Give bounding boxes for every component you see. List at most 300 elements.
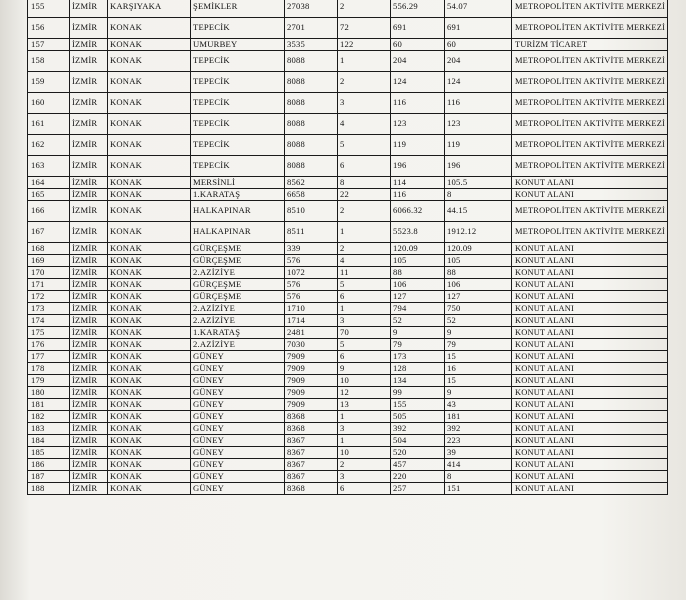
area-cell: 6066.32: [391, 201, 445, 222]
share-cell: 15: [445, 375, 512, 387]
land-use-cell: KONUT ALANI: [512, 447, 668, 459]
province-cell: İZMİR: [70, 363, 108, 375]
neighborhood-cell: GÜNEY: [191, 435, 285, 447]
block-cell: 2701: [285, 18, 338, 39]
neighborhood-cell: GÜRÇEŞME: [191, 255, 285, 267]
land-use-cell: KONUT ALANI: [512, 279, 668, 291]
district-cell: KONAK: [108, 18, 191, 39]
share-cell: 116: [445, 93, 512, 114]
district-cell: KONAK: [108, 351, 191, 363]
province-cell: İZMİR: [70, 267, 108, 279]
district-cell: KONAK: [108, 51, 191, 72]
table-row: [28, 351, 668, 363]
neighborhood-cell: 1.KARATAŞ: [191, 189, 285, 201]
province-cell: İZMİR: [70, 279, 108, 291]
block-cell: 8511: [285, 222, 338, 243]
table-row: [28, 93, 668, 114]
table-row: [28, 471, 668, 483]
table-row: [28, 114, 668, 135]
block-cell: 8367: [285, 471, 338, 483]
area-cell: 520: [391, 447, 445, 459]
area-cell: 204: [391, 51, 445, 72]
district-cell: KONAK: [108, 435, 191, 447]
neighborhood-cell: UMURBEY: [191, 39, 285, 51]
share-cell: 60: [445, 39, 512, 51]
parcel-cell: 5: [338, 135, 391, 156]
parcel-cell: 1: [338, 51, 391, 72]
district-cell: KONAK: [108, 156, 191, 177]
district-cell: KONAK: [108, 447, 191, 459]
district-cell: KONAK: [108, 114, 191, 135]
area-cell: 556.29: [391, 0, 445, 18]
land-use-cell: KONUT ALANI: [512, 483, 668, 495]
block-cell: 8368: [285, 483, 338, 495]
district-cell: KONAK: [108, 303, 191, 315]
area-cell: 257: [391, 483, 445, 495]
row-number-cell: 155: [28, 0, 70, 18]
share-cell: 15: [445, 351, 512, 363]
share-cell: 43: [445, 399, 512, 411]
province-cell: İZMİR: [70, 459, 108, 471]
district-cell: KONAK: [108, 411, 191, 423]
neighborhood-cell: TEPECİK: [191, 93, 285, 114]
share-cell: 44.15: [445, 201, 512, 222]
land-use-cell: METROPOLİTEN AKTİVİTE MERKEZİ: [512, 18, 668, 39]
land-use-cell: KONUT ALANI: [512, 177, 668, 189]
neighborhood-cell: GÜRÇEŞME: [191, 243, 285, 255]
province-cell: İZMİR: [70, 18, 108, 39]
district-cell: KONAK: [108, 423, 191, 435]
district-cell: KONAK: [108, 375, 191, 387]
land-use-cell: KONUT ALANI: [512, 423, 668, 435]
row-number-cell: 175: [28, 327, 70, 339]
block-cell: 7030: [285, 339, 338, 351]
land-use-cell: METROPOLİTEN AKTİVİTE MERKEZİ: [512, 93, 668, 114]
share-cell: 750: [445, 303, 512, 315]
province-cell: İZMİR: [70, 375, 108, 387]
parcel-cell: 22: [338, 189, 391, 201]
table-row: [28, 267, 668, 279]
neighborhood-cell: GÜRÇEŞME: [191, 279, 285, 291]
block-cell: 576: [285, 279, 338, 291]
row-number-cell: 158: [28, 51, 70, 72]
table-row: [28, 255, 668, 267]
block-cell: 8088: [285, 93, 338, 114]
share-cell: 8: [445, 189, 512, 201]
table-row: [28, 303, 668, 315]
neighborhood-cell: GÜNEY: [191, 483, 285, 495]
land-use-cell: KONUT ALANI: [512, 243, 668, 255]
table-row: [28, 39, 668, 51]
parcel-cell: 3: [338, 315, 391, 327]
row-number-cell: 186: [28, 459, 70, 471]
area-cell: 155: [391, 399, 445, 411]
area-cell: 691: [391, 18, 445, 39]
area-cell: 116: [391, 93, 445, 114]
row-number-cell: 185: [28, 447, 70, 459]
province-cell: İZMİR: [70, 387, 108, 399]
land-use-cell: METROPOLİTEN AKTİVİTE MERKEZİ: [512, 72, 668, 93]
table-row: [28, 447, 668, 459]
table-row: [28, 156, 668, 177]
parcel-cell: 6: [338, 291, 391, 303]
parcel-cell: 12: [338, 387, 391, 399]
share-cell: 196: [445, 156, 512, 177]
province-cell: İZMİR: [70, 201, 108, 222]
land-use-cell: KONUT ALANI: [512, 459, 668, 471]
row-number-cell: 165: [28, 189, 70, 201]
row-number-cell: 162: [28, 135, 70, 156]
share-cell: 127: [445, 291, 512, 303]
area-cell: 124: [391, 72, 445, 93]
land-use-cell: KONUT ALANI: [512, 471, 668, 483]
block-cell: 1714: [285, 315, 338, 327]
block-cell: 8367: [285, 447, 338, 459]
neighborhood-cell: TEPECİK: [191, 51, 285, 72]
district-cell: KONAK: [108, 267, 191, 279]
province-cell: İZMİR: [70, 255, 108, 267]
province-cell: İZMİR: [70, 189, 108, 201]
share-cell: 9: [445, 327, 512, 339]
block-cell: 8510: [285, 201, 338, 222]
parcel-cell: 3: [338, 423, 391, 435]
area-cell: 457: [391, 459, 445, 471]
row-number-cell: 174: [28, 315, 70, 327]
table-row: [28, 177, 668, 189]
table-body: [28, 0, 668, 495]
block-cell: 2481: [285, 327, 338, 339]
table-row: [28, 135, 668, 156]
parcel-cell: 9: [338, 363, 391, 375]
block-cell: 3535: [285, 39, 338, 51]
district-cell: KONAK: [108, 315, 191, 327]
block-cell: 7909: [285, 399, 338, 411]
area-cell: 52: [391, 315, 445, 327]
parcel-cell: 1: [338, 222, 391, 243]
share-cell: 223: [445, 435, 512, 447]
block-cell: 576: [285, 291, 338, 303]
row-number-cell: 169: [28, 255, 70, 267]
neighborhood-cell: GÜRÇEŞME: [191, 291, 285, 303]
neighborhood-cell: GÜNEY: [191, 399, 285, 411]
share-cell: 119: [445, 135, 512, 156]
parcel-cell: 11: [338, 267, 391, 279]
province-cell: İZMİR: [70, 156, 108, 177]
parcel-cell: 4: [338, 114, 391, 135]
area-cell: 220: [391, 471, 445, 483]
neighborhood-cell: 2.AZİZİYE: [191, 315, 285, 327]
district-cell: KONAK: [108, 201, 191, 222]
province-cell: İZMİR: [70, 423, 108, 435]
parcel-cell: 3: [338, 93, 391, 114]
block-cell: 8367: [285, 435, 338, 447]
parcel-cell: 2: [338, 243, 391, 255]
neighborhood-cell: 2.AZİZİYE: [191, 339, 285, 351]
share-cell: 54.07: [445, 0, 512, 18]
area-cell: 120.09: [391, 243, 445, 255]
row-number-cell: 170: [28, 267, 70, 279]
land-use-cell: METROPOLİTEN AKTİVİTE MERKEZİ: [512, 135, 668, 156]
area-cell: 79: [391, 339, 445, 351]
table-row: [28, 459, 668, 471]
table-row: [28, 291, 668, 303]
table-row: [28, 51, 668, 72]
district-cell: KONAK: [108, 222, 191, 243]
area-cell: 127: [391, 291, 445, 303]
table-row: [28, 0, 668, 18]
row-number-cell: 184: [28, 435, 70, 447]
block-cell: 7909: [285, 351, 338, 363]
land-use-cell: METROPOLİTEN AKTİVİTE MERKEZİ: [512, 201, 668, 222]
table-row: [28, 339, 668, 351]
land-use-cell: METROPOLİTEN AKTİVİTE MERKEZİ: [512, 222, 668, 243]
neighborhood-cell: 1.KARATAŞ: [191, 327, 285, 339]
province-cell: İZMİR: [70, 135, 108, 156]
province-cell: İZMİR: [70, 411, 108, 423]
parcel-cell: 2: [338, 0, 391, 18]
row-number-cell: 171: [28, 279, 70, 291]
share-cell: 1912.12: [445, 222, 512, 243]
parcel-cell: 1: [338, 435, 391, 447]
share-cell: 120.09: [445, 243, 512, 255]
block-cell: 339: [285, 243, 338, 255]
parcel-cell: 4: [338, 255, 391, 267]
neighborhood-cell: TEPECİK: [191, 18, 285, 39]
neighborhood-cell: TEPECİK: [191, 135, 285, 156]
share-cell: 9: [445, 387, 512, 399]
parcel-cell: 1: [338, 411, 391, 423]
district-cell: KONAK: [108, 363, 191, 375]
land-use-cell: METROPOLİTEN AKTİVİTE MERKEZİ: [512, 51, 668, 72]
table-row: [28, 189, 668, 201]
province-cell: İZMİR: [70, 471, 108, 483]
neighborhood-cell: GÜNEY: [191, 459, 285, 471]
row-number-cell: 181: [28, 399, 70, 411]
table-row: [28, 483, 668, 495]
block-cell: 7909: [285, 387, 338, 399]
land-use-cell: KONUT ALANI: [512, 267, 668, 279]
row-number-cell: 183: [28, 423, 70, 435]
province-cell: İZMİR: [70, 72, 108, 93]
province-cell: İZMİR: [70, 327, 108, 339]
row-number-cell: 179: [28, 375, 70, 387]
row-number-cell: 156: [28, 18, 70, 39]
district-cell: KONAK: [108, 471, 191, 483]
land-use-cell: KONUT ALANI: [512, 375, 668, 387]
row-number-cell: 177: [28, 351, 70, 363]
row-number-cell: 167: [28, 222, 70, 243]
row-number-cell: 182: [28, 411, 70, 423]
neighborhood-cell: TEPECİK: [191, 72, 285, 93]
land-use-cell: KONUT ALANI: [512, 339, 668, 351]
area-cell: 196: [391, 156, 445, 177]
neighborhood-cell: 2.AZİZİYE: [191, 267, 285, 279]
block-cell: 8088: [285, 156, 338, 177]
area-cell: 105: [391, 255, 445, 267]
district-cell: KONAK: [108, 93, 191, 114]
parcel-cell: 6: [338, 351, 391, 363]
neighborhood-cell: HALKAPINAR: [191, 222, 285, 243]
province-cell: İZMİR: [70, 93, 108, 114]
block-cell: 8088: [285, 114, 338, 135]
area-cell: 114: [391, 177, 445, 189]
table-row: [28, 72, 668, 93]
area-cell: 505: [391, 411, 445, 423]
area-cell: 99: [391, 387, 445, 399]
share-cell: 392: [445, 423, 512, 435]
province-cell: İZMİR: [70, 435, 108, 447]
share-cell: 414: [445, 459, 512, 471]
neighborhood-cell: HALKAPINAR: [191, 201, 285, 222]
parcel-cell: 10: [338, 447, 391, 459]
row-number-cell: 172: [28, 291, 70, 303]
share-cell: 151: [445, 483, 512, 495]
row-number-cell: 164: [28, 177, 70, 189]
province-cell: İZMİR: [70, 291, 108, 303]
share-cell: 79: [445, 339, 512, 351]
neighborhood-cell: MERSİNLİ: [191, 177, 285, 189]
block-cell: 1072: [285, 267, 338, 279]
parcel-cell: 5: [338, 339, 391, 351]
land-use-cell: METROPOLİTEN AKTİVİTE MERKEZİ: [512, 0, 668, 18]
area-cell: 173: [391, 351, 445, 363]
row-number-cell: 188: [28, 483, 70, 495]
neighborhood-cell: GÜNEY: [191, 351, 285, 363]
table-row: [28, 411, 668, 423]
share-cell: 105.5: [445, 177, 512, 189]
district-cell: KONAK: [108, 387, 191, 399]
table-row: [28, 423, 668, 435]
parcel-cell: 10: [338, 375, 391, 387]
block-cell: 1710: [285, 303, 338, 315]
land-use-cell: KONUT ALANI: [512, 303, 668, 315]
province-cell: İZMİR: [70, 39, 108, 51]
table-row: [28, 387, 668, 399]
district-cell: KONAK: [108, 327, 191, 339]
province-cell: İZMİR: [70, 0, 108, 18]
area-cell: 88: [391, 267, 445, 279]
block-cell: 8088: [285, 135, 338, 156]
land-use-cell: KONUT ALANI: [512, 351, 668, 363]
land-use-cell: KONUT ALANI: [512, 189, 668, 201]
area-cell: 5523.8: [391, 222, 445, 243]
share-cell: 105: [445, 255, 512, 267]
table-row: [28, 201, 668, 222]
province-cell: İZMİR: [70, 222, 108, 243]
province-cell: İZMİR: [70, 447, 108, 459]
parcel-cell: 2: [338, 201, 391, 222]
row-number-cell: 161: [28, 114, 70, 135]
province-cell: İZMİR: [70, 177, 108, 189]
land-use-cell: KONUT ALANI: [512, 255, 668, 267]
share-cell: 106: [445, 279, 512, 291]
district-cell: KONAK: [108, 72, 191, 93]
table-row: [28, 18, 668, 39]
area-cell: 392: [391, 423, 445, 435]
land-use-cell: METROPOLİTEN AKTİVİTE MERKEZİ: [512, 114, 668, 135]
district-cell: KONAK: [108, 243, 191, 255]
area-cell: 504: [391, 435, 445, 447]
row-number-cell: 163: [28, 156, 70, 177]
district-cell: KONAK: [108, 135, 191, 156]
share-cell: 124: [445, 72, 512, 93]
parcel-cell: 8: [338, 177, 391, 189]
area-cell: 119: [391, 135, 445, 156]
share-cell: 16: [445, 363, 512, 375]
land-use-cell: KONUT ALANI: [512, 315, 668, 327]
province-cell: İZMİR: [70, 483, 108, 495]
table-row: [28, 279, 668, 291]
block-cell: 8088: [285, 72, 338, 93]
block-cell: 7909: [285, 363, 338, 375]
table-row: [28, 243, 668, 255]
row-number-cell: 176: [28, 339, 70, 351]
parcel-cell: 2: [338, 459, 391, 471]
province-cell: İZMİR: [70, 315, 108, 327]
land-use-cell: KONUT ALANI: [512, 387, 668, 399]
land-use-cell: METROPOLİTEN AKTİVİTE MERKEZİ: [512, 156, 668, 177]
parcel-cell: 1: [338, 303, 391, 315]
area-cell: 128: [391, 363, 445, 375]
province-cell: İZMİR: [70, 339, 108, 351]
area-cell: 116: [391, 189, 445, 201]
block-cell: 7909: [285, 375, 338, 387]
parcel-cell: 6: [338, 156, 391, 177]
row-number-cell: 178: [28, 363, 70, 375]
neighborhood-cell: GÜNEY: [191, 375, 285, 387]
land-use-cell: KONUT ALANI: [512, 327, 668, 339]
land-use-cell: KONUT ALANI: [512, 399, 668, 411]
table-row: [28, 375, 668, 387]
row-number-cell: 180: [28, 387, 70, 399]
neighborhood-cell: GÜNEY: [191, 387, 285, 399]
province-cell: İZMİR: [70, 303, 108, 315]
neighborhood-cell: ŞEMİKLER: [191, 0, 285, 18]
row-number-cell: 157: [28, 39, 70, 51]
parcel-cell: 122: [338, 39, 391, 51]
parcel-cell: 13: [338, 399, 391, 411]
area-cell: 794: [391, 303, 445, 315]
parcel-cell: 5: [338, 279, 391, 291]
block-cell: 8562: [285, 177, 338, 189]
parcel-table: [27, 0, 668, 495]
province-cell: İZMİR: [70, 351, 108, 363]
land-use-cell: KONUT ALANI: [512, 411, 668, 423]
neighborhood-cell: GÜNEY: [191, 447, 285, 459]
table-row: [28, 327, 668, 339]
land-use-cell: KONUT ALANI: [512, 435, 668, 447]
parcel-cell: 6: [338, 483, 391, 495]
table-row: [28, 315, 668, 327]
area-cell: 134: [391, 375, 445, 387]
area-cell: 9: [391, 327, 445, 339]
table-row: [28, 435, 668, 447]
neighborhood-cell: GÜNEY: [191, 363, 285, 375]
area-cell: 106: [391, 279, 445, 291]
province-cell: İZMİR: [70, 399, 108, 411]
district-cell: KONAK: [108, 279, 191, 291]
block-cell: 8088: [285, 51, 338, 72]
row-number-cell: 173: [28, 303, 70, 315]
share-cell: 123: [445, 114, 512, 135]
land-use-cell: KONUT ALANI: [512, 363, 668, 375]
share-cell: 204: [445, 51, 512, 72]
row-number-cell: 187: [28, 471, 70, 483]
share-cell: 52: [445, 315, 512, 327]
table-row: [28, 222, 668, 243]
neighborhood-cell: TEPECİK: [191, 156, 285, 177]
area-cell: 123: [391, 114, 445, 135]
